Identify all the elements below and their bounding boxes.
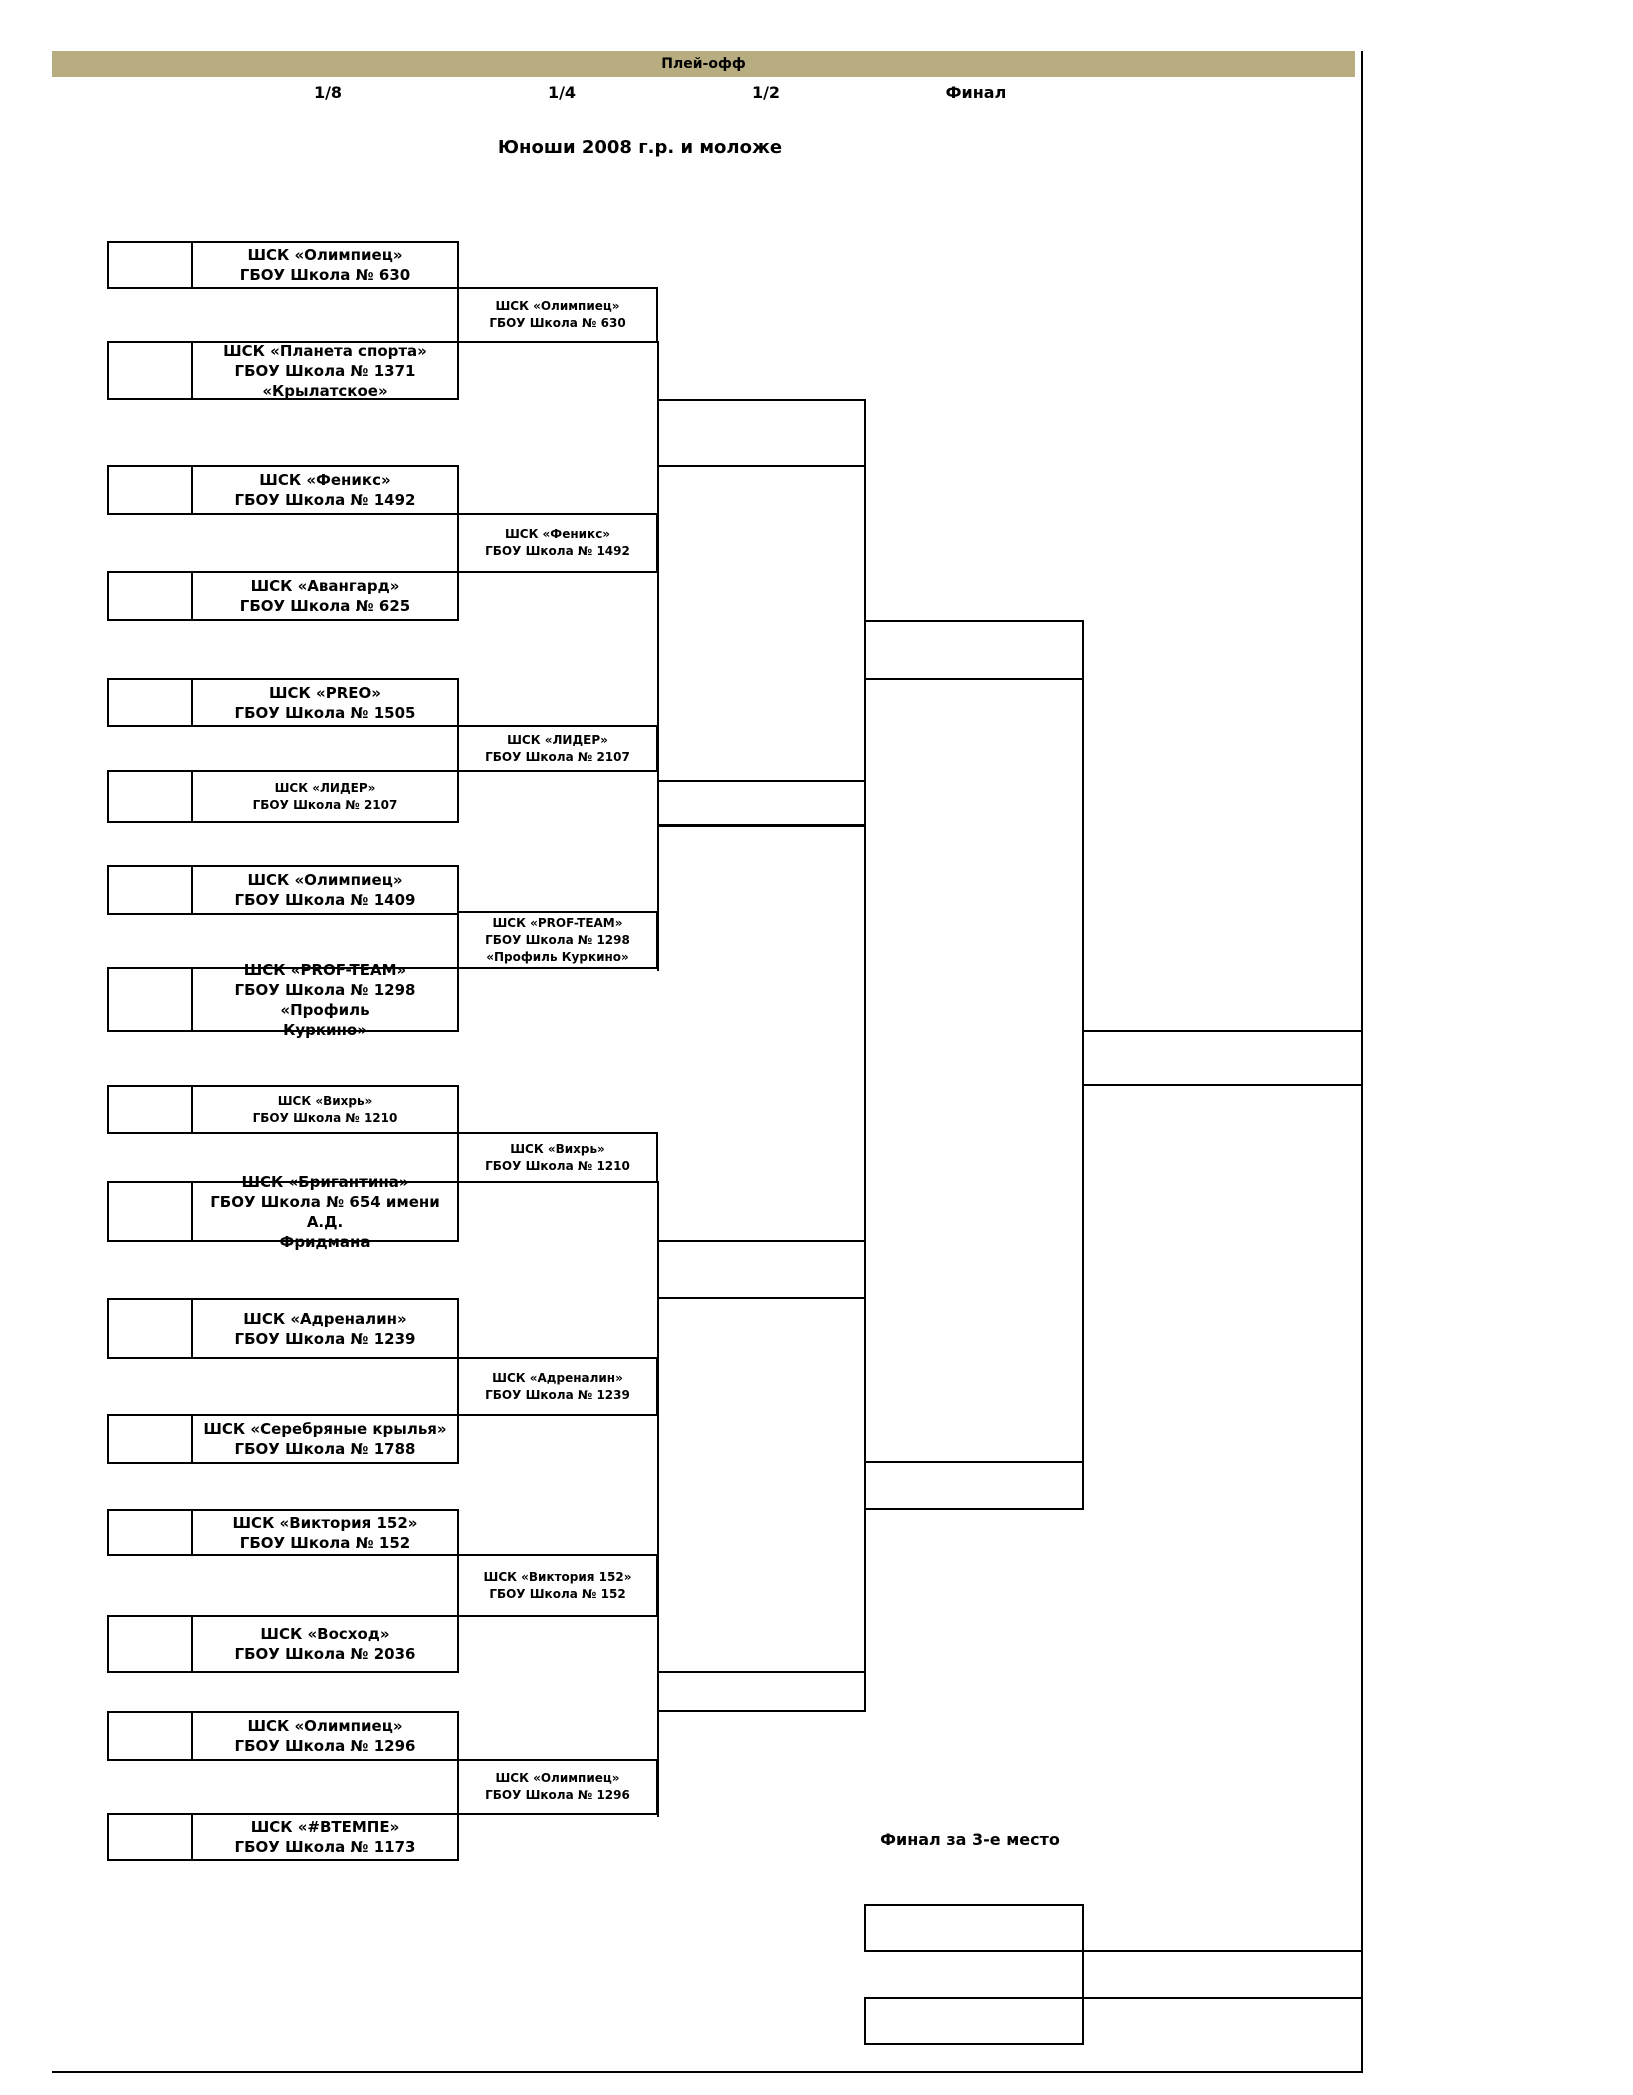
- team-name: ШСК «Олимпиец» ГБОУ Школа № 1296: [234, 1717, 416, 1755]
- round-label-final: Финал: [945, 83, 1007, 102]
- qf-slot-4: ШСК «PROF-TEAM» ГБОУ Школа № 1298 «Профиль Куркино»: [457, 911, 658, 969]
- team-name: ШСК «Авангард» ГБОУ Школа № 625: [239, 577, 411, 615]
- qf-slot-5: ШСК «Вихрь» ГБОУ Школа № 1210: [457, 1132, 658, 1183]
- qf-slot-6: ШСК «Адреналин» ГБОУ Школа № 1239: [457, 1357, 658, 1416]
- playoff-header: Плей-офф: [52, 51, 1355, 77]
- page-title: Юноши 2008 г.р. и моложе: [497, 137, 783, 158]
- round-label-sf: 1/2: [751, 83, 781, 102]
- team-name: ШСК «Серебряные крылья» ГБОУ Школа № 1788: [203, 1420, 447, 1458]
- team-name: ШСК «Олимпиец» ГБОУ Школа № 1409: [234, 871, 416, 909]
- qf-slot-1: ШСК «Олимпиец» ГБОУ Школа № 630: [457, 287, 658, 343]
- team-name: ШСК «PROF-TEAM» ГБОУ Школа № 1298 «Профиль Куркино»: [234, 960, 416, 1039]
- team-name: ШСК «Адреналин» ГБОУ Школа № 1239: [234, 1309, 416, 1348]
- qf-slot-3: ШСК «ЛИДЕР» ГБОУ Школа № 2107: [457, 725, 658, 772]
- team-name: ШСК «#ВТЕМПЕ» ГБОУ Школа № 1173: [234, 1818, 416, 1856]
- qf-slot-8: ШСК «Олимпиец» ГБОУ Школа № 1296: [457, 1759, 658, 1815]
- team-name: ШСК «Планета спорта» ГБОУ Школа № 1371 «Крылатское»: [223, 341, 427, 400]
- team-name: ШСК «PREO» ГБОУ Школа № 1505: [234, 683, 416, 722]
- team-name: ШСК «Феникс» ГБОУ Школа № 1492: [234, 471, 416, 509]
- team-name: ШСК «Восход» ГБОУ Школа № 2036: [234, 1625, 416, 1663]
- team-name: ШСК «ЛИДЕР» ГБОУ Школа № 2107: [252, 780, 398, 812]
- team-name: ШСК «Виктория 152» ГБОУ Школа № 152: [232, 1513, 418, 1552]
- team-name: ШСК «Олимпиец» ГБОУ Школа № 630: [239, 246, 411, 284]
- round-label-qf: 1/4: [547, 83, 577, 102]
- qf-slot-2: ШСК «Феникс» ГБОУ Школа № 1492: [457, 513, 658, 573]
- third-place-title: Финал за 3-е место: [880, 1830, 1060, 1849]
- team-name: ШСК «Вихрь» ГБОУ Школа № 1210: [252, 1093, 398, 1125]
- team-name: ШСК «Бригантина» ГБОУ Школа № 654 имени А.Д. Фридмана: [210, 1172, 440, 1251]
- qf-slot-7: ШСК «Виктория 152» ГБОУ Школа № 152: [457, 1554, 658, 1617]
- round-label-r16: 1/8: [313, 83, 343, 102]
